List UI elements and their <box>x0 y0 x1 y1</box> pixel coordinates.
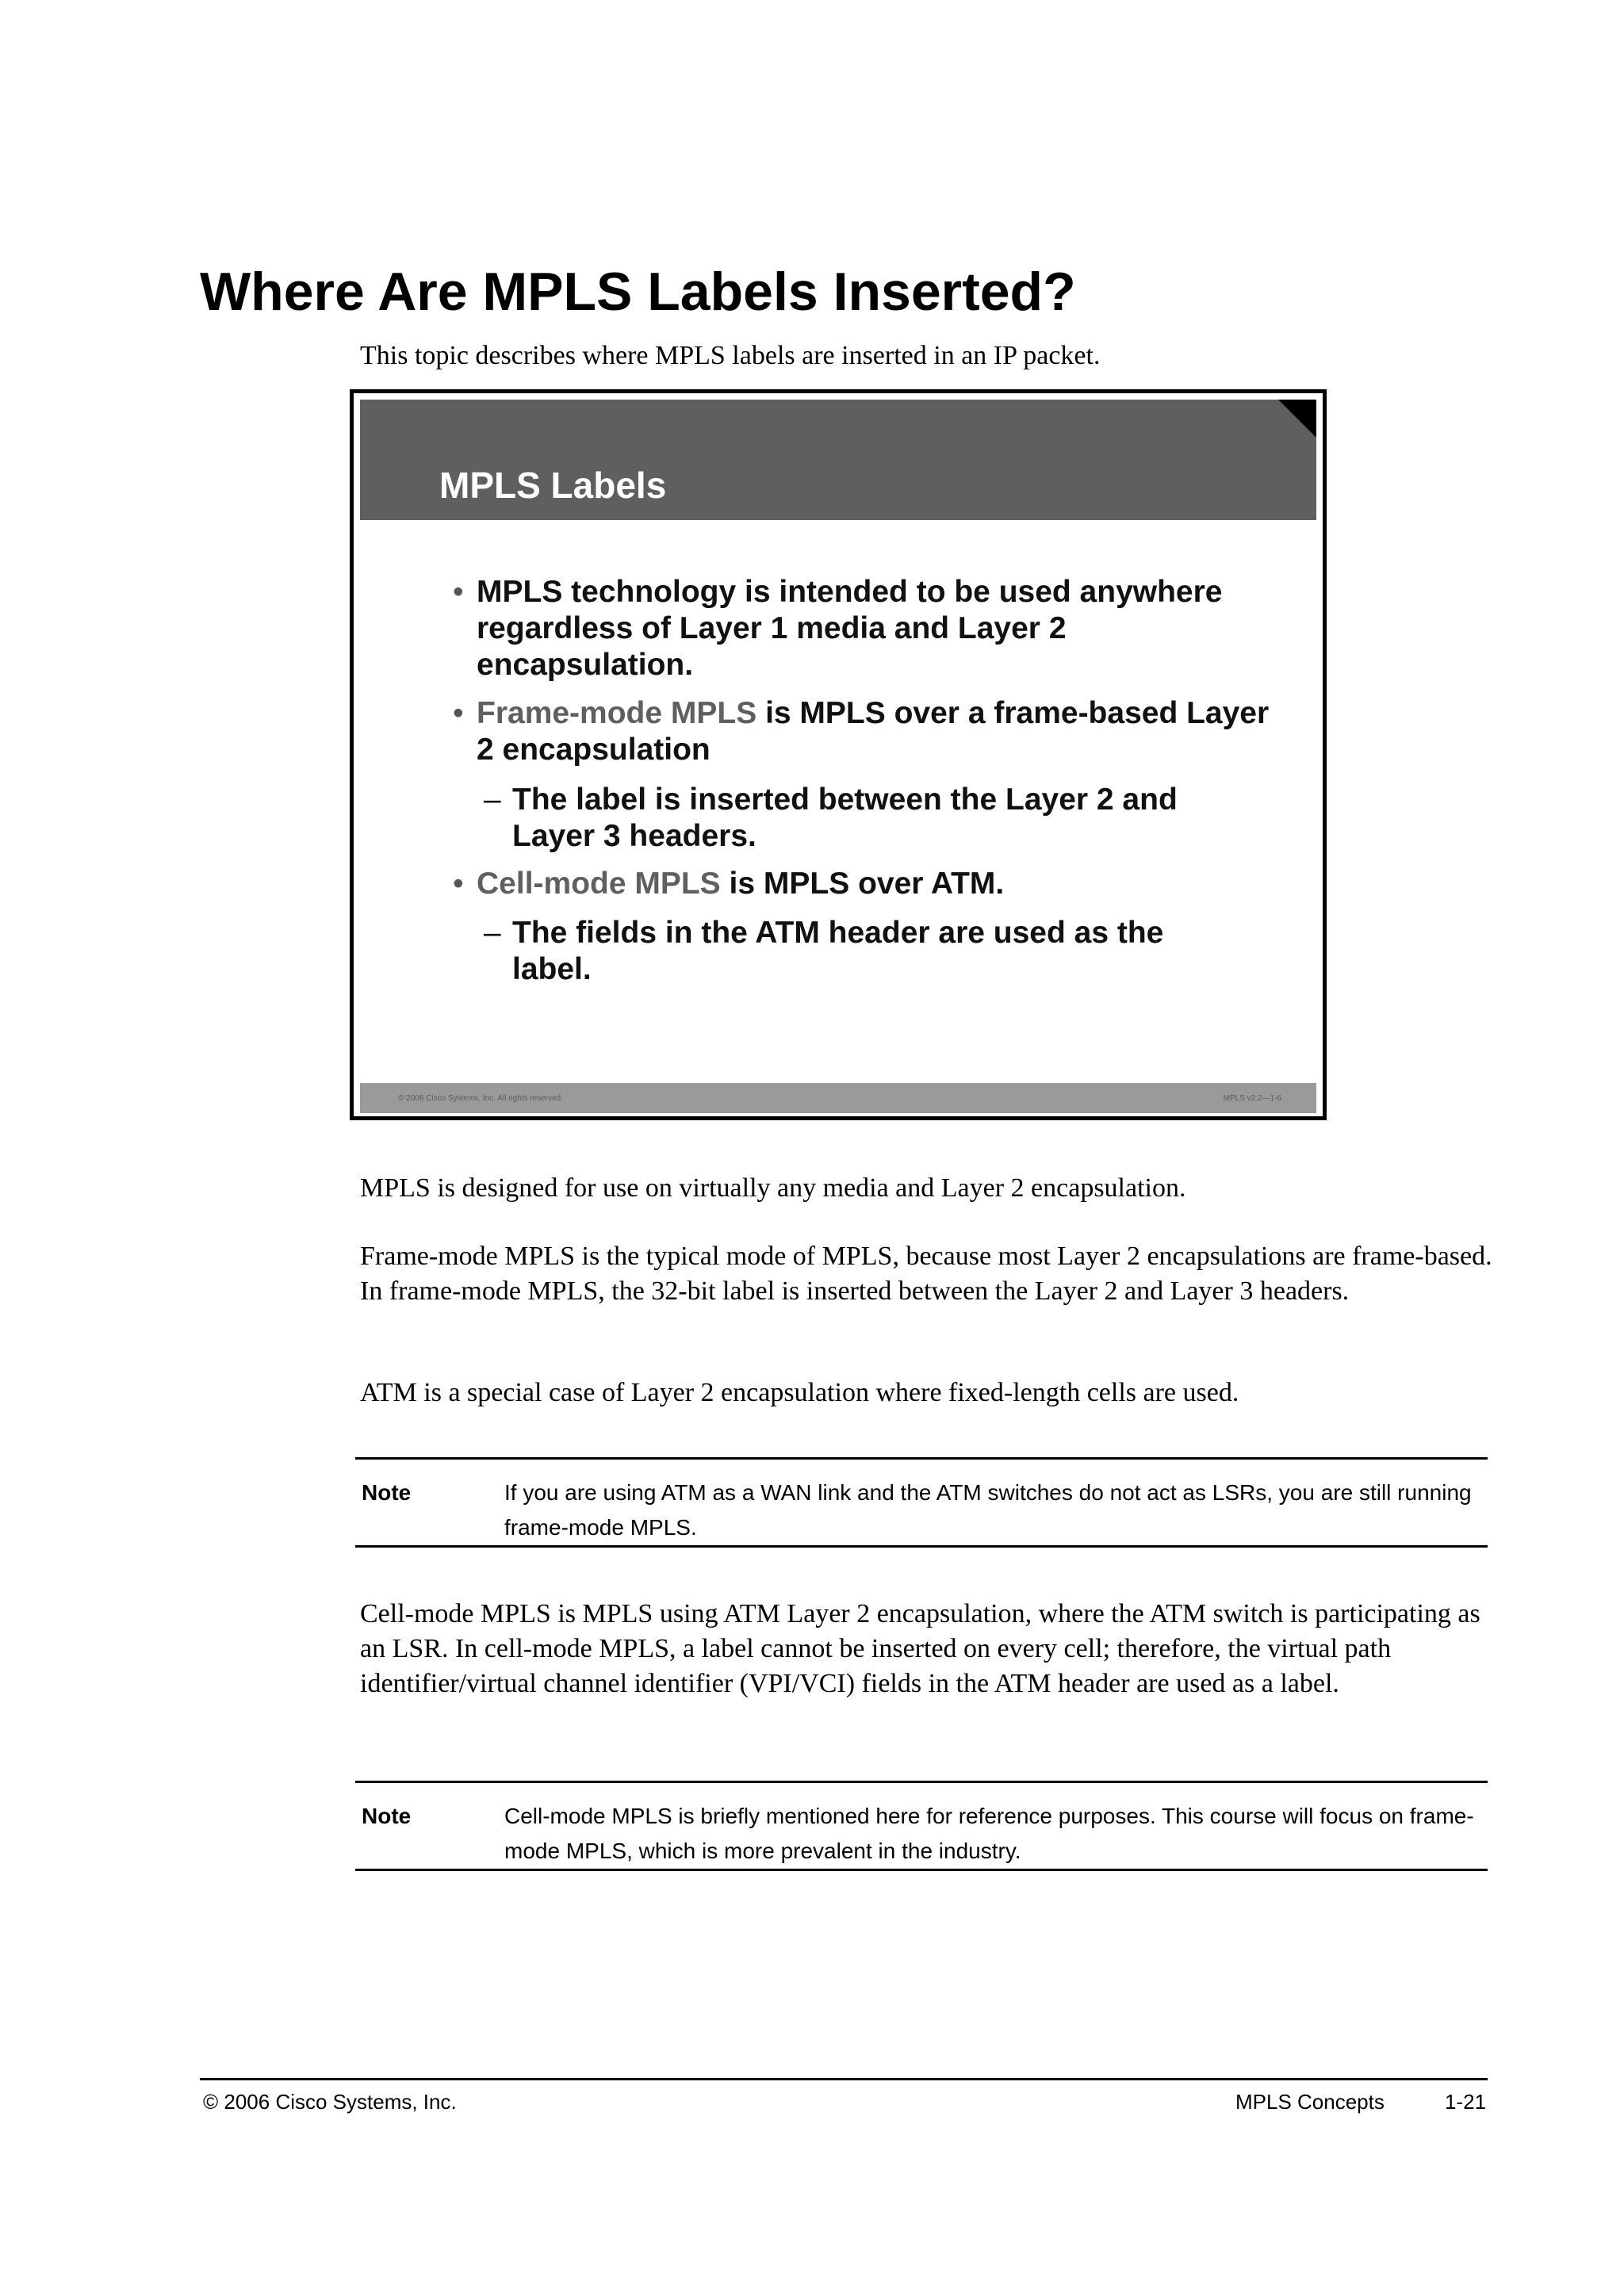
dash-icon: – <box>484 916 501 950</box>
slide-sub-bullet <box>484 782 1250 855</box>
note-label: Note <box>362 1804 412 1828</box>
bullet-term: Frame-mode MPLS <box>477 696 757 730</box>
sub-bullet-text: The fields in the ATM header are used as the label. <box>512 916 1164 986</box>
sub-bullet-text: The label is inserted between the Layer 2 and Layer 3 headers. <box>512 783 1178 853</box>
note-label: Note <box>362 1480 412 1505</box>
body-paragraph: ATM is a special case of Layer 2 encapsulation where fixed-length cells are used. <box>360 1378 1239 1407</box>
bullet-text: MPLS technology is intended to be used anywhere regardless of Layer 1 media and Layer 2 encapsulation. <box>477 575 1223 682</box>
slide-body <box>354 393 1323 1116</box>
note-box <box>355 1457 1488 1548</box>
footer-section-title: MPLS Concepts <box>1235 2090 1385 2114</box>
body-paragraph: MPLS is designed for use on virtually any media and Layer 2 encapsulation. <box>360 1173 1186 1203</box>
body-paragraph: Cell-mode MPLS is MPLS using ATM Layer 2 encapsulation, where the ATM switch is participating as an LSR. In cell-mode MPLS, a label cannot be inserted on every cell; therefore, the virtual path identifier/virtual channel identifier (VPI/VCI) fields in the ATM header are used as a label. <box>360 1599 1480 1698</box>
bullet-icon: • <box>453 575 464 609</box>
footer-rule <box>200 2078 1488 2080</box>
intro-text: This topic describes where MPLS labels are inserted in an IP packet. <box>360 341 1101 370</box>
note-text: If you are using ATM as a WAN link and the ATM switches do not act as LSRs, you are still running frame-mode MPLS. <box>504 1480 1472 1540</box>
slide-title: MPLS Labels <box>439 465 667 506</box>
slide-bullet <box>453 695 1270 768</box>
note-box <box>355 1781 1488 1871</box>
body-paragraph: Frame-mode MPLS is the typical mode of MPLS, because most Layer 2 encapsulations are frame-based. In frame-mode MPLS, the 32-bit label is inserted between the Layer 2 and Layer 3 headers. <box>360 1242 1492 1306</box>
slide-course-code: MPLS v2.2—1-6 <box>1223 1094 1281 1103</box>
page-title: Where Are MPLS Labels Inserted? <box>200 262 1076 322</box>
note-text: Cell-mode MPLS is briefly mentioned here for reference purposes. This course will focus on frame-mode MPLS, which is more prevalent in the industry. <box>504 1804 1474 1863</box>
bullet-term: Cell-mode MPLS <box>477 867 721 901</box>
slide-bullet <box>453 574 1277 683</box>
slide-copyright: © 2006 Cisco Systems, Inc. All rights reserved. <box>398 1094 564 1103</box>
footer-copyright: © 2006 Cisco Systems, Inc. <box>203 2090 457 2114</box>
slide-figure <box>350 389 1327 1120</box>
bullet-icon: • <box>453 867 464 901</box>
slide-bullet <box>453 866 1277 902</box>
slide-footer <box>360 1083 1316 1113</box>
slide-sub-bullet <box>484 915 1226 988</box>
dash-icon: – <box>484 783 501 817</box>
page-number: 1-21 <box>1445 2090 1487 2114</box>
bullet-text: is MPLS over a frame-based Layer 2 encapsulation <box>477 696 1270 767</box>
bullet-icon: • <box>453 696 464 730</box>
bullet-text: is MPLS over ATM. <box>720 867 1005 901</box>
